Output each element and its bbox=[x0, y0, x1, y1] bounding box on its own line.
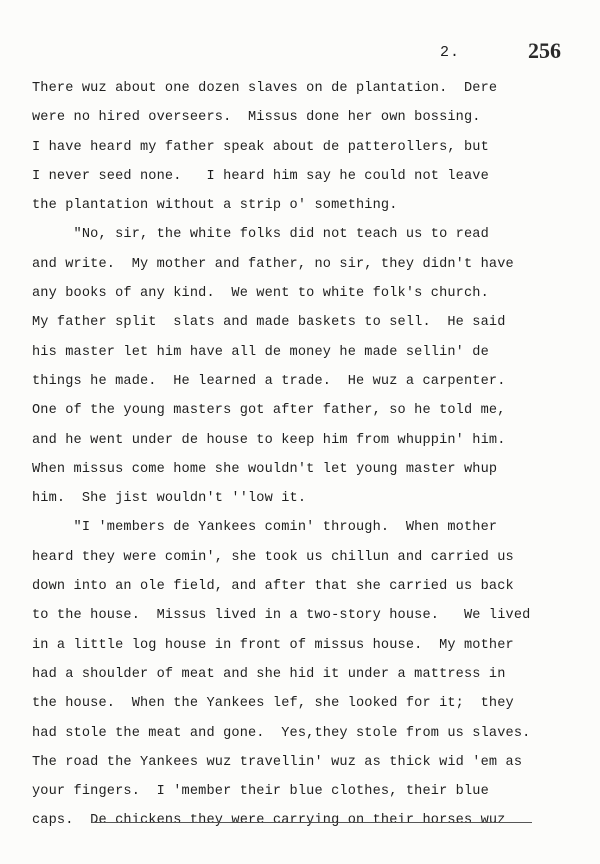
typed-page-number: 2. bbox=[440, 44, 461, 61]
text-line: the house. When the Yankees lef, she looked for it; they bbox=[32, 696, 514, 712]
text-line: things he made. He learned a trade. He wuz a carpenter. bbox=[32, 373, 506, 389]
text-line: My father split slats and made baskets to sell. He said bbox=[32, 315, 506, 331]
text-line: his master let him have all de money he made sellin' de bbox=[32, 344, 489, 360]
text-line: him. She jist wouldn't ''low it. bbox=[32, 491, 307, 507]
text-line: the plantation without a strip o' something. bbox=[32, 198, 398, 214]
text-line: your fingers. I 'member their blue clothes, their blue bbox=[32, 784, 489, 800]
text-line: down into an ole field, and after that she carried us back bbox=[32, 579, 514, 595]
text-line: any books of any kind. We went to white folk's church. bbox=[32, 286, 489, 302]
text-line: to the house. Missus lived in a two-story house. We lived bbox=[32, 608, 531, 624]
text-line: and write. My mother and father, no sir, they didn't have bbox=[32, 256, 514, 272]
text-line: One of the young masters got after father, so he told me, bbox=[32, 403, 506, 419]
text-line: I never seed none. I heard him say he could not leave bbox=[32, 168, 489, 184]
text-line: "I 'members de Yankees comin' through. When mother bbox=[32, 520, 498, 536]
text-line: had stole the meat and gone. Yes,they stole from us slaves. bbox=[32, 725, 531, 741]
text-line: I have heard my father speak about de patterollers, but bbox=[32, 139, 489, 155]
text-line: "No, sir, the white folks did not teach us to read bbox=[32, 227, 489, 243]
text-line: There wuz about one dozen slaves on de plantation. Dere bbox=[32, 81, 498, 96]
text-line: caps. De chickens they were carrying on their horses wuz bbox=[32, 813, 506, 829]
transcript-body bbox=[32, 74, 572, 836]
text-line: in a little log house in front of missus house. My mother bbox=[32, 637, 514, 653]
text-line: When missus come home she wouldn't let young master whup bbox=[32, 461, 498, 477]
text-line: had a shoulder of meat and she hid it under a mattress in bbox=[32, 666, 506, 682]
text-line: were no hired overseers. Missus done her own bossing. bbox=[32, 110, 481, 126]
text-line: The road the Yankees wuz travellin' wuz as thick wid 'em as bbox=[32, 754, 523, 770]
text-line: heard they were comin', she took us chillun and carried us bbox=[32, 549, 514, 565]
bottom-rule bbox=[92, 822, 532, 823]
stamped-page-number: 256 bbox=[528, 38, 561, 63]
text-line: and he went under de house to keep him from whuppin' him. bbox=[32, 432, 506, 448]
